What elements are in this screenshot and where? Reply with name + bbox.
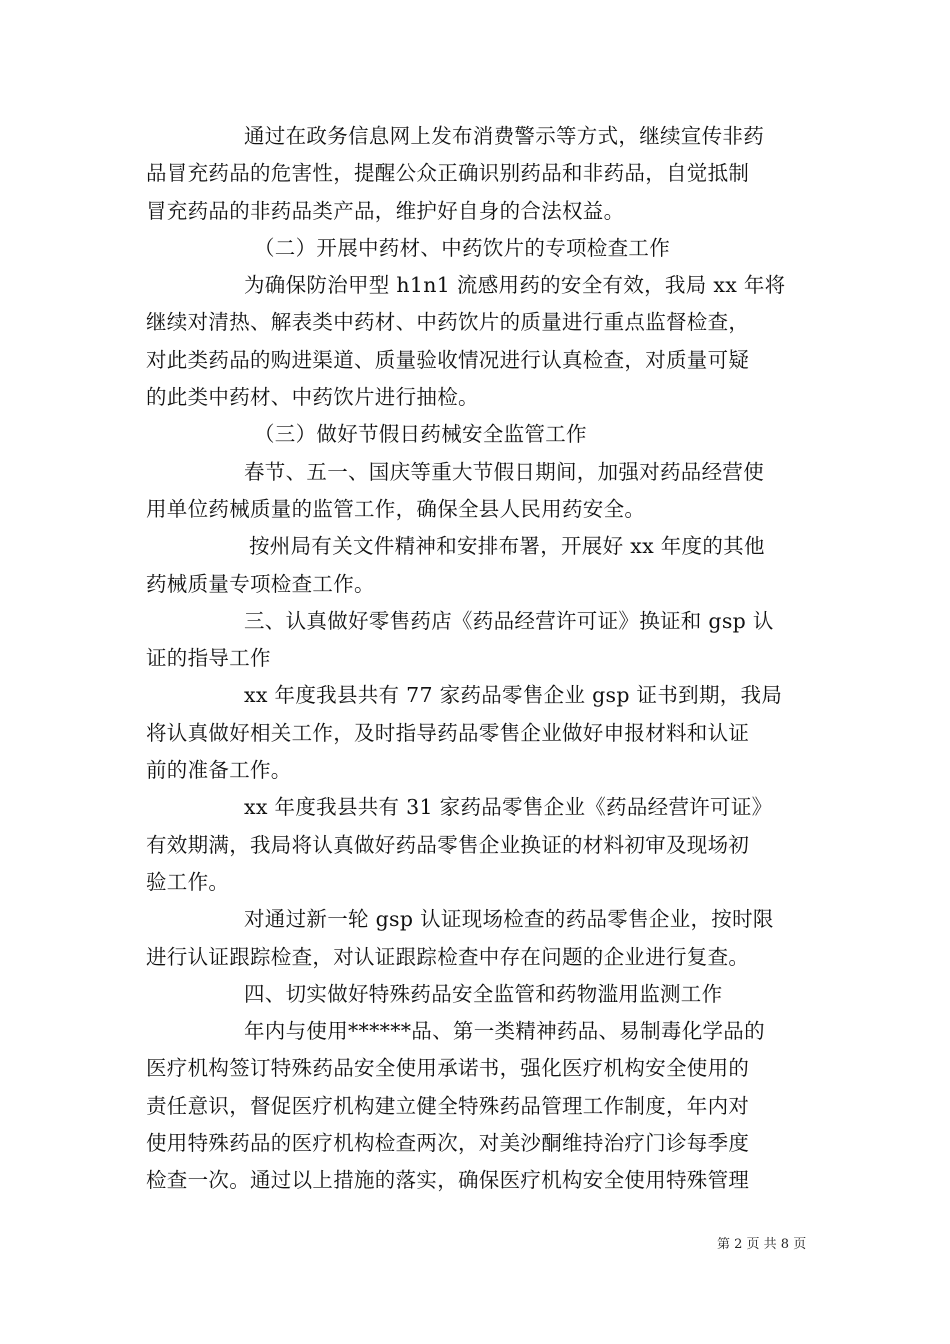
paragraph-line: xx 年度我县共有 77 家药品零售企业 gsp 证书到期，我局	[244, 683, 783, 708]
paragraph-line: 按州局有关文件精神和安排布署，开展好 xx 年度的其他	[249, 534, 765, 559]
paragraph-line: 将认真做好相关工作，及时指导药品零售企业做好申报材料和认证	[146, 720, 750, 745]
section-heading: （三）做好节假日药械安全监管工作	[254, 422, 587, 447]
paragraph-line: 品冒充药品的危害性，提醒公众正确识别药品和非药品，自觉抵制	[146, 161, 750, 186]
section-heading: 证的指导工作	[146, 646, 271, 671]
paragraph-line: 医疗机构签订特殊药品安全使用承诺书，强化医疗机构安全使用的	[146, 1056, 750, 1081]
paragraph-line: 年内与使用******品、第一类精神药品、易制毒化学品的	[244, 1019, 765, 1044]
paragraph-line: 药械质量专项检查工作。	[146, 571, 375, 596]
paragraph-line: 的此类中药材、中药饮片进行抽检。	[146, 385, 479, 410]
paragraph-line: 冒充药品的非药品类产品，维护好自身的合法权益。	[146, 198, 625, 223]
paragraph-line: 对通过新一轮 gsp 认证现场检查的药品零售企业，按时限	[244, 907, 774, 932]
section-heading: 四、切实做好特殊药品安全监管和药物滥用监测工作	[244, 981, 723, 1006]
paragraph-line: 前的准备工作。	[146, 758, 292, 783]
paragraph-line: 有效期满，我局将认真做好药品零售企业换证的材料初审及现场初	[146, 832, 750, 857]
section-heading: 三、认真做好零售药店《药品经营许可证》换证和 gsp 认	[244, 608, 774, 633]
paragraph-line: 对此类药品的购进渠道、质量验收情况进行认真检查，对质量可疑	[146, 347, 750, 372]
page-number-footer: 第 2 页 共 8 页	[717, 1237, 807, 1252]
paragraph-line: 检查一次。通过以上措施的落实，确保医疗机构安全使用特殊管理	[146, 1168, 750, 1193]
paragraph-line: 用单位药械质量的监管工作，确保全县人民用药安全。	[146, 496, 646, 521]
paragraph-line: 责任意识，督促医疗机构建立健全特殊药品管理工作制度，年内对	[146, 1093, 750, 1118]
paragraph-line: 春节、五一、国庆等重大节假日期间，加强对药品经营使	[244, 459, 764, 484]
paragraph-line: 为确保防治甲型 h1n1 流感用药的安全有效，我局 xx 年将	[244, 273, 786, 298]
paragraph-line: 验工作。	[146, 869, 230, 894]
section-heading: （二）开展中药材、中药饮片的专项检查工作	[254, 235, 670, 260]
paragraph-line: 继续对清热、解表类中药材、中药饮片的质量进行重点监督检查，	[146, 310, 750, 335]
paragraph-line: 通过在政务信息网上发布消费警示等方式，继续宣传非药	[244, 124, 764, 148]
paragraph-line: xx 年度我县共有 31 家药品零售企业《药品经营许可证》	[244, 795, 773, 820]
paragraph-line: 进行认证跟踪检查，对认证跟踪检查中存在问题的企业进行复查。	[146, 944, 750, 969]
document-body	[146, 118, 811, 1200]
paragraph-line: 使用特殊药品的医疗机构检查两次，对美沙酮维持治疗门诊每季度	[146, 1131, 750, 1156]
